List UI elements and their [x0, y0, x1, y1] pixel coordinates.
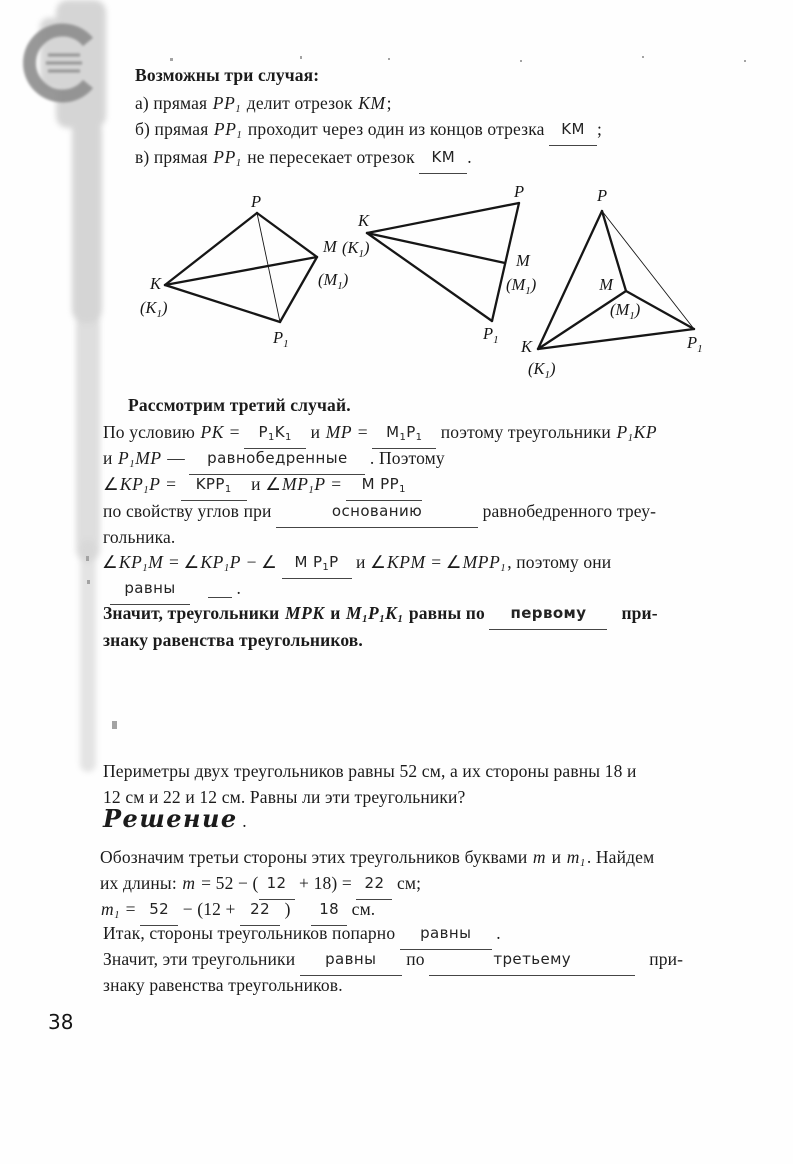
printed-text: Итак, стороны треугольников попарно	[103, 923, 400, 943]
subscript: 1	[362, 613, 368, 625]
vertex-label: M	[323, 237, 337, 256]
handwritten-text: 22	[364, 874, 385, 892]
conclusion-line-2	[103, 629, 363, 651]
subscript: 1	[399, 431, 407, 443]
printed-text: делит отрезок	[242, 93, 358, 113]
condition-line	[103, 421, 658, 449]
printed-text: , поэтому они	[507, 552, 612, 572]
handwritten-text: M $P_1P$	[294, 553, 339, 573]
math-variable: KPM	[386, 552, 426, 572]
handwritten-text: 12	[266, 874, 287, 892]
printed-text: —	[162, 448, 190, 468]
subscript: 1	[129, 458, 136, 470]
math-variable: $P_1KP$	[616, 422, 658, 444]
handwritten-answer	[489, 604, 607, 630]
printed-text: знаку равенства треугольников.	[103, 975, 343, 995]
vertex-label: $P_1$	[687, 333, 703, 355]
handwritten-text: равнобедренные	[207, 449, 348, 467]
handwritten-answer	[259, 874, 295, 900]
math-variable: $PP_1$	[212, 93, 242, 115]
printed-text: .	[467, 147, 472, 167]
handwritten-answer	[181, 475, 247, 501]
handwritten-text: M $PP_1$	[361, 475, 406, 495]
subscript: 1	[143, 484, 150, 496]
angle-difference-line	[102, 551, 611, 579]
handwritten-text: третьему	[493, 950, 572, 968]
subscript: 1	[500, 562, 507, 574]
printed-text: =	[161, 474, 181, 494]
handwritten-text: 22	[250, 900, 271, 918]
final-conclusion-line-1	[103, 948, 683, 976]
vertex-label: P	[251, 192, 262, 211]
printed-text: и ∠	[351, 552, 386, 572]
math-variable: $m_1$	[566, 847, 586, 869]
vertex-label: $(K_1)$	[342, 238, 370, 260]
subscript: 1	[236, 129, 243, 141]
handwritten-text: равны	[124, 579, 176, 597]
base-property-line-2	[103, 526, 175, 548]
printed-text: − ∠	[242, 552, 282, 572]
printed-text: . Поэтому	[365, 448, 445, 468]
math-variable: $MPP_1$	[462, 552, 507, 574]
math-variable: m	[532, 847, 547, 867]
math-variable: $PP_1$	[213, 119, 243, 141]
pairwise-equal-line	[103, 922, 501, 950]
printed-text: Значит, эти треугольники	[103, 949, 300, 969]
handwritten-text: KM	[561, 120, 585, 138]
printed-text: см.	[347, 899, 376, 919]
printed-text: )	[280, 899, 296, 919]
vertex-label: $P_1$	[273, 328, 289, 350]
vertex-label: M	[599, 275, 613, 294]
vertex-label: K	[149, 274, 161, 293]
handwritten-text: $P_1K_1$	[258, 423, 292, 443]
subscript: 1	[579, 857, 586, 869]
vertex-label: $(K_1)$	[140, 298, 168, 320]
printed-text: =	[225, 422, 245, 442]
printed-text: по	[401, 949, 430, 969]
page-number: 38	[48, 1010, 74, 1034]
printed-text: . Найдем	[586, 847, 655, 867]
printed-text: не пересекает отрезок	[242, 147, 420, 167]
heading-third-case	[128, 394, 351, 416]
vertex-label: K	[520, 337, 532, 356]
vertex-label: $P_1$	[483, 324, 499, 346]
handwritten-answer	[300, 950, 402, 976]
printed-text: = 52 − (	[196, 873, 259, 893]
handwritten-answer	[372, 423, 436, 449]
handwritten-answer	[276, 502, 478, 528]
subscript: 1	[267, 431, 275, 443]
math-variable: PK	[200, 422, 225, 442]
printed-text: 12 см и 22 и 12 см. Равны ли эти треугольники?	[103, 787, 466, 807]
printed-text: см;	[392, 873, 422, 893]
subscript: 1	[224, 483, 232, 495]
math-variable: MP	[325, 422, 353, 442]
printed-text: = ∠	[164, 552, 200, 572]
printed-text: − (12 +	[178, 899, 241, 919]
heading-three-cases	[135, 64, 319, 86]
base-property-line	[103, 500, 656, 528]
handwritten-text: первому	[510, 604, 587, 622]
math-variable: $KP_1P$	[119, 474, 161, 496]
solution-line-2	[100, 872, 421, 900]
vertex-label: P	[597, 186, 608, 205]
printed-text: при-	[621, 603, 658, 623]
printed-text: в) прямая	[135, 147, 213, 167]
math-variable: $P_1MP$	[118, 448, 162, 470]
handwritten-answer	[549, 120, 597, 146]
vertex-label: P	[514, 182, 525, 201]
handwritten-answer	[189, 449, 365, 475]
printed-text: ;	[597, 119, 603, 139]
handwritten-script: Решение	[103, 804, 238, 833]
vertex-label: $(M_1)$	[506, 275, 537, 297]
blank-line	[208, 577, 232, 598]
vertex-label: $(M_1)$	[610, 300, 641, 322]
math-variable: $M_1P_1K_1$	[345, 603, 404, 625]
vertex-label: $(M_1)$	[318, 270, 349, 292]
printed-text: знаку равенства треугольников.	[103, 630, 363, 650]
subscript: 1	[142, 562, 149, 574]
subscript: 1	[397, 613, 404, 625]
math-variable: $KP_1M$	[118, 552, 164, 574]
subscript: 1	[235, 157, 242, 169]
solution-line-1	[100, 846, 654, 868]
printed-text: Периметры двух треугольников равны 52 см, а их стороны равны 18 и	[103, 761, 637, 781]
printed-text: проходит через один из концов отрезка	[243, 119, 550, 139]
printed-text: и ∠	[246, 474, 282, 494]
printed-text: и	[325, 603, 345, 623]
handwritten-text: равны	[420, 924, 472, 942]
solution-heading	[103, 804, 247, 833]
subscript: 1	[235, 103, 242, 115]
printed-text: и	[306, 422, 325, 442]
printed-text: равны по	[404, 603, 490, 623]
subscript: 1	[627, 432, 634, 444]
vertex-label: M	[516, 251, 530, 270]
printed-text: и	[103, 448, 118, 468]
handwritten-answer	[282, 553, 352, 579]
subscript: 1	[379, 613, 386, 625]
printed-text: равнобедренного треу-	[478, 501, 657, 521]
math-variable: m	[182, 873, 196, 893]
printed-text: Обозначим третьи стороны этих треугольников буквами	[100, 847, 532, 867]
handwritten-answer	[346, 475, 422, 501]
printed-text: их длины:	[100, 873, 182, 893]
printed-text: = ∠	[426, 552, 462, 572]
handwritten-text: 52	[149, 900, 170, 918]
printed-text: поэтому треугольники	[436, 422, 616, 442]
handwritten-answer	[400, 924, 492, 950]
case-a-line	[135, 92, 392, 114]
printed-text: а) прямая	[135, 93, 212, 113]
printed-text: По условию	[103, 422, 200, 442]
printed-text: при-	[649, 949, 684, 969]
they-equal-line	[110, 577, 241, 605]
printed-text: + 18) =	[294, 873, 357, 893]
printed-text: ;	[386, 93, 392, 113]
math-variable: $MP_1P$	[282, 474, 326, 496]
handwritten-text: $KPP_1$	[195, 475, 232, 495]
handwritten-text: 18	[319, 900, 340, 918]
printed-text: =	[121, 899, 141, 919]
vertex-label: K	[357, 211, 369, 230]
printed-text: по свойству углов при	[103, 501, 277, 521]
handwritten-text: $M_1P_1$	[386, 423, 423, 443]
subscript: 1	[322, 561, 330, 573]
printed-text: ∠	[102, 552, 118, 572]
conclusion-line-1	[103, 602, 658, 630]
handwritten-text: KM	[431, 148, 456, 166]
math-variable: $KP_1P$	[200, 552, 242, 574]
printed-text: б) прямая	[135, 119, 213, 139]
subscript: 1	[114, 909, 121, 921]
math-variable: KM	[358, 93, 386, 113]
case-c-line	[135, 146, 472, 174]
subscript: 1	[284, 431, 292, 443]
math-variable: MPK	[284, 603, 325, 623]
vertex-label: $(K_1)$	[528, 359, 556, 381]
math-variable: $m_1$	[101, 899, 121, 921]
subscript: 1	[415, 431, 423, 443]
isosceles-line	[103, 447, 445, 475]
printed-text: .	[491, 923, 501, 943]
final-conclusion-line-2	[103, 974, 343, 996]
printed-text: ∠	[103, 474, 119, 494]
handwritten-text: равны	[325, 950, 377, 968]
problem-line-1	[103, 760, 637, 782]
handwritten-answer	[419, 148, 467, 174]
printed-text: =	[326, 474, 346, 494]
printed-text: и	[547, 847, 566, 867]
handwritten-answer	[244, 423, 306, 449]
case-b-line	[135, 118, 602, 146]
printed-text: гольника.	[103, 527, 176, 547]
handwritten-answer	[356, 874, 392, 900]
angles-equal-line	[103, 473, 422, 501]
printed-text: Рассмотрим третий случай.	[128, 395, 351, 415]
printed-text: .	[232, 578, 242, 598]
subscript: 1	[223, 562, 230, 574]
printed-text: =	[353, 422, 373, 442]
math-variable: $PP_1$	[213, 147, 242, 169]
subscript: 1	[399, 483, 406, 495]
printed-text: Возможны три случая:	[135, 65, 320, 85]
printed-text: .	[237, 811, 247, 831]
subscript: 1	[308, 484, 315, 496]
printed-text: Значит, треугольники	[103, 603, 284, 623]
handwritten-answer	[429, 950, 635, 976]
handwritten-text: основанию	[331, 502, 423, 520]
